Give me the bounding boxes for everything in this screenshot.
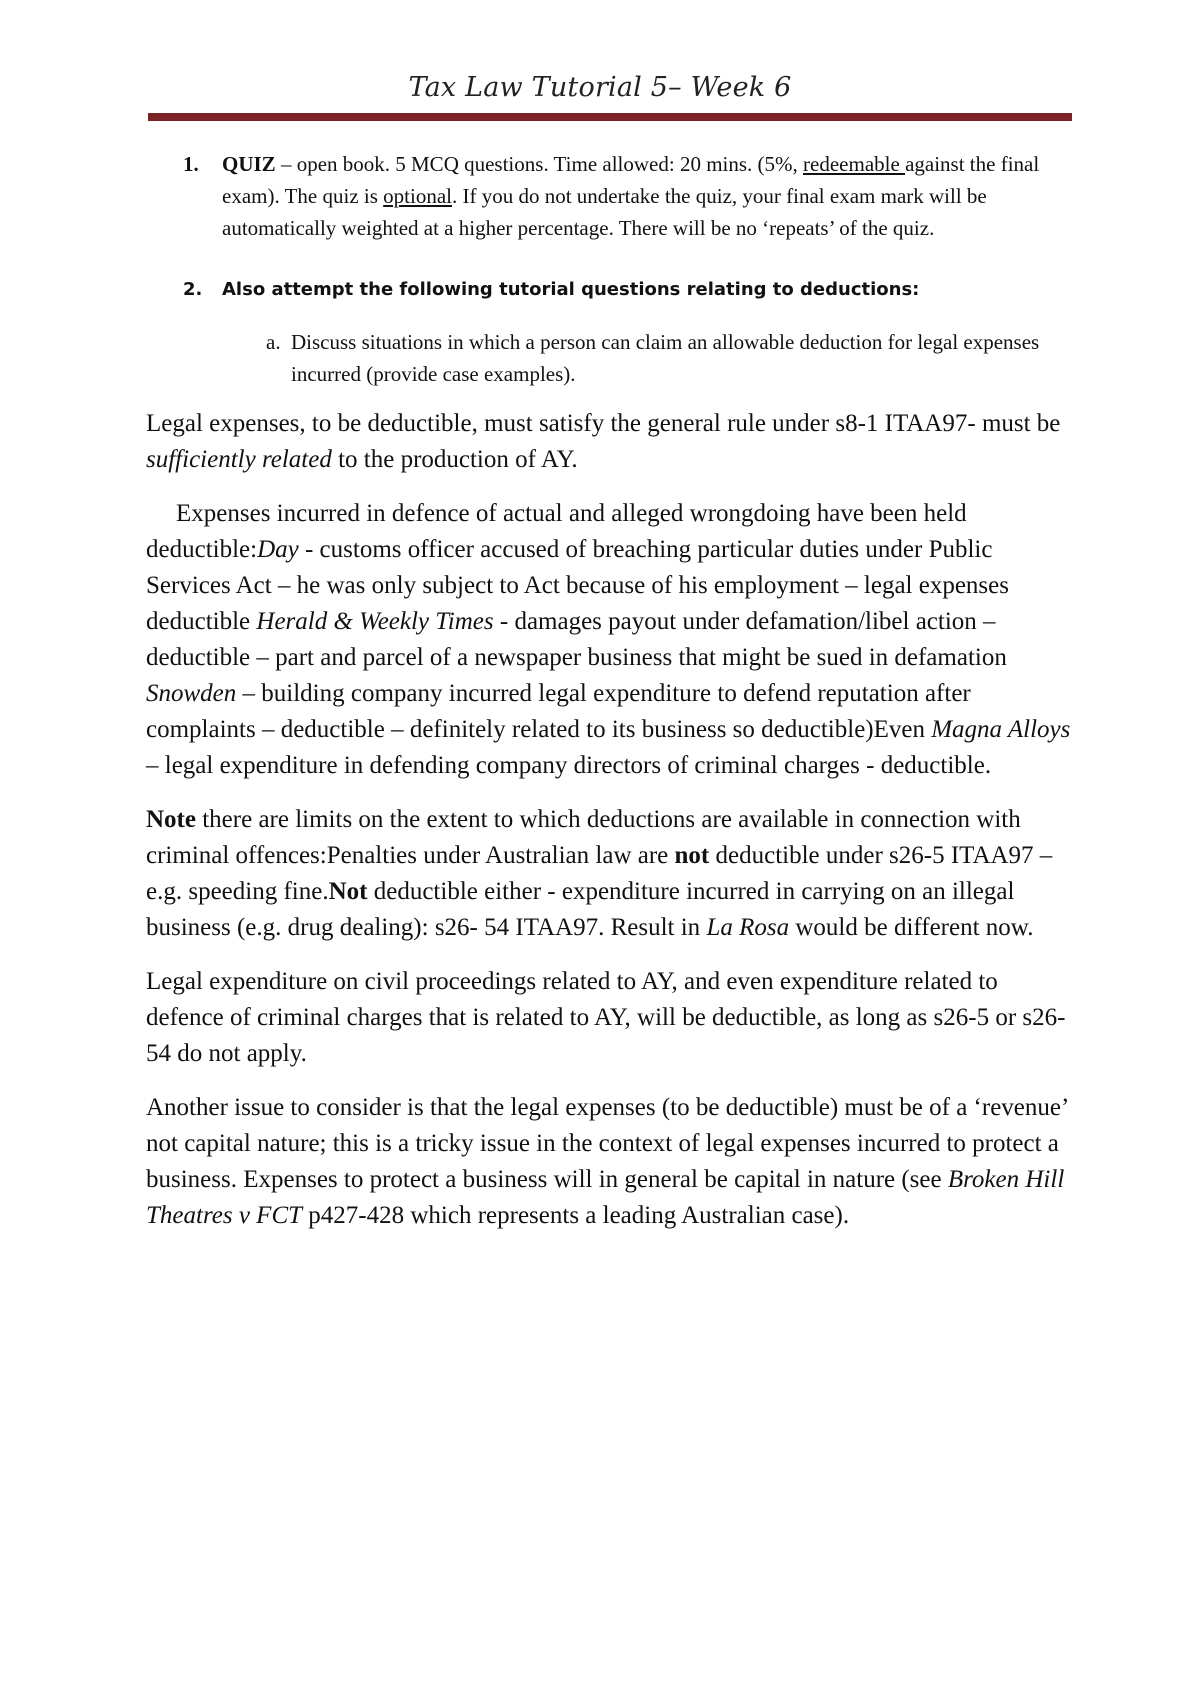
text-run: p427-428 which represents a leading Australian case).: [302, 1202, 850, 1229]
text-run: would be different now.: [789, 914, 1034, 941]
paragraph-civil-proceedings: Legal expenditure on civil proceedings related to AY, and even expenditure related to defence of criminal charges that is related to AY, will be deductible, as long as s26-5 or s26-54 do not apply.: [146, 968, 1066, 1067]
text-run: - damages payout under defamation/libel action – deductible – part and parcel of a newspaper business that might be sued in defamation: [146, 608, 1007, 671]
quiz-label: QUIZ: [222, 152, 276, 176]
document-body: [146, 148, 1076, 1234]
paragraph-criminal-limits: [146, 802, 1076, 946]
text-run: - customs officer accused of breaching particular duties under Public Services Act – he was only subject to Act because of his employment – legal expenses deductible: [146, 536, 1009, 635]
paragraph-wrongdoing-cases: [146, 496, 1076, 784]
text-run: – legal expenditure in defending company directors of criminal charges - deductible.: [146, 752, 992, 779]
text-run: there are limits on the extent to which deductions are available in connection with criminal offences:Penalties under Australian law are: [146, 806, 1021, 869]
text-run: deductible under s26-5 ITAA97 – e.g. speeding fine.: [146, 842, 1053, 905]
text-run: deductible either - expenditure incurred in carrying on an illegal business (e.g. drug dealing): s26- 54 ITAA97. Result in: [146, 878, 1015, 941]
sub-letter: a.: [266, 330, 281, 354]
text-run: Expenses incurred in defence of actual and alleged wrongdoing have been held deductible:: [146, 500, 967, 563]
text-run: to the production of AY.: [331, 446, 578, 473]
optional-text: optional: [383, 184, 452, 208]
case-name: La Rosa: [706, 914, 790, 941]
bold-text: Not: [328, 878, 368, 905]
paragraph-revenue-vs-capital: [146, 1090, 1076, 1234]
list-number: 2.: [183, 279, 203, 300]
text-run: – building company incurred legal expenditure to defend reputation after complaints – deductible – definitely related to its business so deductible)Even: [146, 680, 971, 743]
case-name: Broken Hill Theatres v FCT: [146, 1166, 1065, 1229]
list-number: 1.: [183, 152, 199, 176]
case-name: Snowden: [146, 680, 237, 707]
case-name: Day: [257, 536, 299, 563]
page-title: Tax Law Tutorial 5– Week 6: [408, 72, 792, 103]
sub-question-a: [146, 326, 1076, 390]
quiz-text-part: . If you do not undertake the quiz, your final exam mark will be automatically weighted at a higher percentage. There will be no ‘repeats’ of the quiz.: [222, 184, 987, 240]
tutorial-instruction: Also attempt the following tutorial questions relating to deductions:: [222, 279, 920, 300]
sub-question-text: Discuss situations in which a person can claim an allowable deduction for legal expenses incurred (provide case examples).: [291, 330, 1040, 386]
title-divider: [148, 113, 1072, 121]
list-item-quiz: [146, 148, 1076, 244]
case-name: Herald & Weekly Times: [256, 608, 494, 635]
bold-text: Note: [146, 806, 196, 833]
bold-text: not: [674, 842, 710, 869]
quiz-text-part: against the final exam). The quiz is: [222, 152, 1040, 208]
quiz-text-part: – open book. 5 MCQ questions. Time allowed: 20 mins. (5%,: [275, 152, 804, 176]
case-name: Magna Alloys: [931, 716, 1071, 743]
text-run: Legal expenses, to be deductible, must satisfy the general rule under s8-1 ITAA97- must be: [146, 410, 1061, 437]
text-run: Another issue to consider is that the legal expenses (to be deductible) must be of a ‘revenue’ not capital nature; this is a tricky issue in the context of legal expenses incurred to protect a business. Expenses to protect a business will in general be capital in nature (see: [146, 1094, 1068, 1193]
paragraph-general-rule: [146, 406, 1076, 478]
redeemable-text: redeemable: [803, 152, 906, 176]
emphasis-text: sufficiently related: [146, 446, 332, 473]
list-item-tutorial-questions: [146, 274, 1076, 306]
